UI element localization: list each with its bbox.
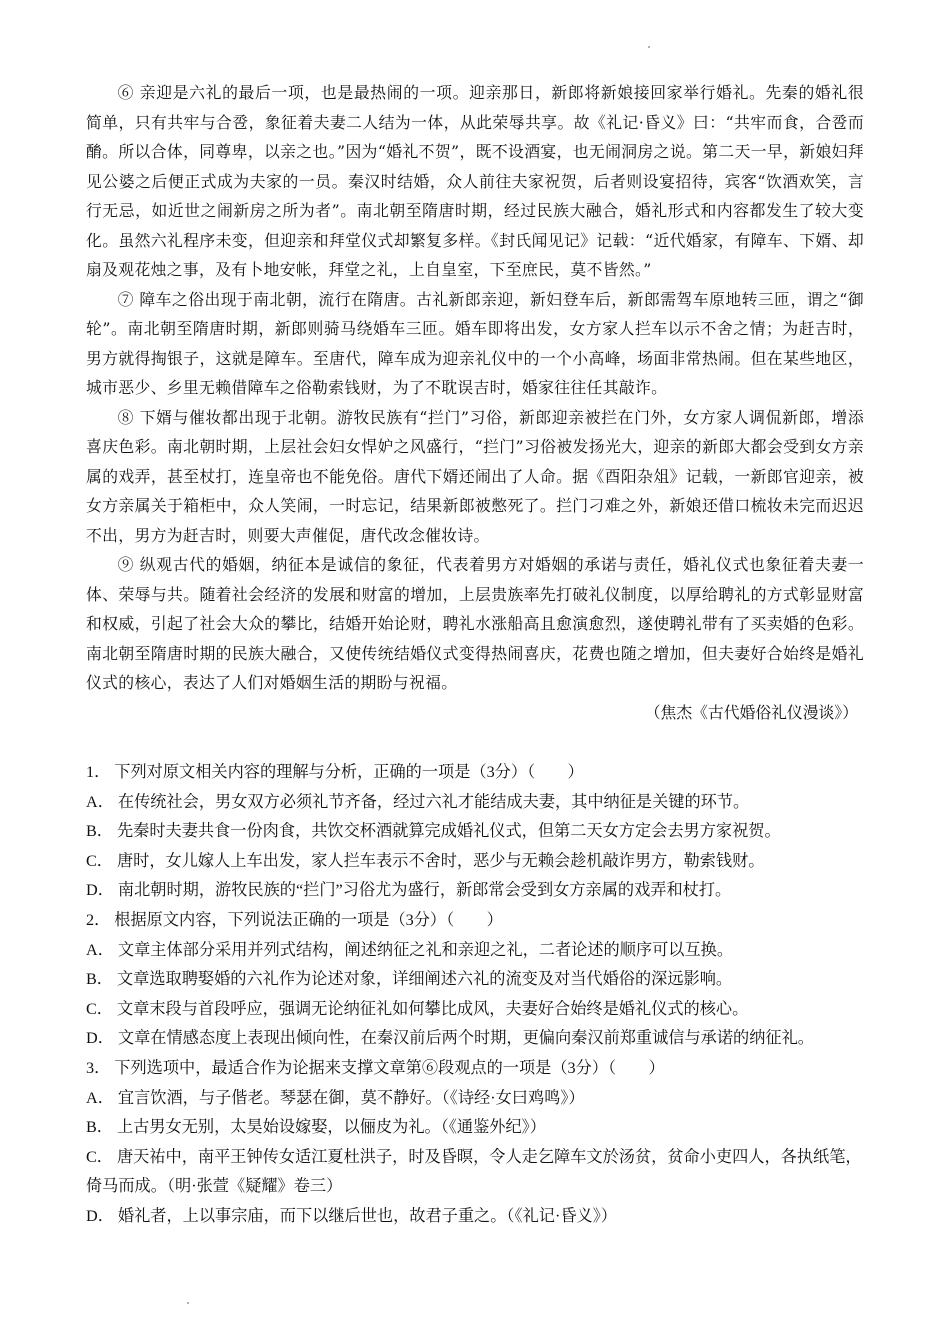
reading-passage bbox=[86, 78, 864, 727]
option-a: A． 宜言饮酒，与子偕老。琴瑟在御，莫不静好。（《诗经·女曰鸡鸣》） bbox=[86, 1088, 585, 1107]
option-c: C． 唐天祐中，南平王钟传女适江夏杜洪子，时及昏暝，令人走乞障车文於汤贫，贫命小吏四人，各执纸笔，倚马而成。（明·张萱《疑耀》卷三） bbox=[86, 1147, 862, 1196]
question-1 bbox=[86, 758, 864, 906]
question-text: 下列选项中，最适合作为论据来支撑文章第⑥段观点的一项是（3分）（ ） bbox=[114, 1058, 665, 1077]
passage-paragraph-6: ⑥ 亲迎是六礼的最后一项，也是最热闹的一项。迎亲那日，新郎将新娘接回家举行婚礼。先秦的婚礼很简单，只有共牢与合卺，象征着夫妻二人结为一体，从此荣辱共享。故《礼记·昏义》曰：“共牢而食，合卺而酳。所以合体，同尊卑，以亲之也。”因为“婚礼不贺”，既不设酒宴，也无闹洞房之说。第二天一早，新娘妇拜见公婆之后便正式成为夫家的一员。秦汉时结婚，众人前往夫家祝贺，后者则设宴招待，宾客“饮酒欢笑，言行无忌，如近世之闹新房之所为者”。南北朝至隋唐时期，经过民族大融合，婚礼形式和内容都发生了较大变化。虽然六礼程序未变，但迎亲和拜堂仪式却繁复多样。《封氏闻见记》记载：“近代婚家，有障车、下婿、却扇及观花烛之事，及有卜地安帐，拜堂之礼，上自皇室，下至庶民，莫不皆然。” bbox=[86, 83, 864, 279]
question-3 bbox=[86, 1054, 864, 1232]
question-number: 2． bbox=[86, 910, 111, 929]
option-b: B． 先秦时夫妻共食一份肉食，共饮交杯酒就算完成婚礼仪式，但第二天女方定会去男方家祝贺。 bbox=[86, 822, 781, 841]
question-stem bbox=[86, 758, 864, 788]
option-d: D． 南北朝时期，游牧民族的“拦门”习俗尤为盛行，新郎常会受到女方亲属的戏弄和杖打。 bbox=[86, 881, 732, 900]
question-stem bbox=[86, 906, 864, 936]
option-a: A． 文章主体部分采用并列式结构，阐述纳征之礼和亲迎之礼，二者论述的顺序可以互换。 bbox=[86, 940, 734, 959]
option-b: B． 上古男女无别，太昊始设嫁娶，以俪皮为礼。（《通鉴外纪》） bbox=[86, 1118, 546, 1137]
passage-source: （焦杰《古代婚俗礼仪漫谈》） bbox=[644, 702, 858, 722]
question-number: 1． bbox=[86, 763, 111, 781]
scan-speck bbox=[187, 1302, 189, 1304]
question-stem bbox=[86, 1054, 864, 1084]
option-d: D． 婚礼者，上以事宗庙，而下以继后世也，故君子重之。（《礼记·昏义》） bbox=[86, 1206, 617, 1225]
passage-paragraph-7: ⑦ 障车之俗出现于南北朝，流行在隋唐。古礼新郎亲迎，新妇登车后，新郎需驾车原地转三匝，谓之“御轮”。南北朝至隋唐时期，新郎则骑马绕婚车三匝。婚车即将出发，女方家人拦车以示不舍之情；为赶吉时，男方就得掏银子，这就是障车。至唐代，障车成为迎亲礼仪中的一个小高峰，场面非常热闹。但在某些地区，城市恶少、乡里无赖借障车之俗勒索钱财，为了不耽误吉时，婚家往往任其敲诈。 bbox=[86, 289, 864, 397]
option-b: B． 文章选取聘娶婚的六礼作为论述对象，详细阐述六礼的流变及对当代婚俗的深远影响。 bbox=[86, 970, 733, 989]
question-number: 3． bbox=[86, 1058, 111, 1077]
passage-paragraph-8: ⑧ 下婿与催妆都出现于北朝。游牧民族有“拦门”习俗，新郎迎亲被拦在门外，女方家人调侃新郎，增添喜庆色彩。南北朝时期，上层社会妇女悍妒之风盛行，“拦门”习俗被发扬光大，迎亲的新郎大都会受到女方亲属的戏弄，甚至杖打，连皇帝也不能免俗。唐代下婿还闹出了人命。据《酉阳杂俎》记载，一新郎官迎亲，被女方亲属关于箱柜中，众人笑闹，一时忘记，结果新郎被憋死了。拦门刁难之外，新娘还借口梳妆未完而迟迟不出，男方为赶吉时，则要大声催促，唐代改念催妆诗。 bbox=[86, 407, 864, 545]
question-text: 根据原文内容，下列说法正确的一项是（3分）（ ） bbox=[114, 910, 503, 929]
passage-paragraph-9: ⑨ 纵观古代的婚姻，纳征本是诚信的象征，代表着男方对婚姻的承诺与责任，婚礼仪式也象征着夫妻一体、荣辱与共。随着社会经济的发展和财富的增加，上层贵族率先打破礼仪制度，以厚给聘礼的方式彰显财富和权威，引起了社会大众的攀比，结婚开始论财，聘礼水涨船高且愈演愈烈，遂使聘礼带有了买卖婚的色彩。南北朝至隋唐时期的民族大融合，又使传统结婚仪式变得热闹喜庆，花费也随之增加，但夫妻好合始终是婚礼仪式的核心，表达了人们对婚姻生活的期盼与祝福。 bbox=[86, 555, 864, 692]
option-a: A． 在传统社会，男女双方必须礼节齐备，经过六礼才能结成夫妻，其中纳征是关键的环节。 bbox=[86, 792, 750, 811]
scan-speck bbox=[648, 46, 650, 48]
option-d: D． 文章在情感态度上表现出倾向性，在秦汉前后两个时期，更偏向秦汉前郑重诚信与承诺的纳征礼。 bbox=[86, 1029, 814, 1048]
option-c: C． 文章末段与首段呼应，强调无论纳征礼如何攀比成风，夫妻好合始终是婚礼仪式的核心。 bbox=[86, 999, 749, 1018]
question-2 bbox=[86, 906, 864, 1054]
option-c: C． 唐时，女儿嫁人上车出发，家人拦车表示不舍时，恶少与无赖会趁机敲诈男方，勒索钱财。 bbox=[86, 851, 765, 870]
question-text: 下列对原文相关内容的理解与分析，正确的一项是（3分）（ ） bbox=[114, 763, 584, 781]
question-list bbox=[86, 758, 864, 1232]
